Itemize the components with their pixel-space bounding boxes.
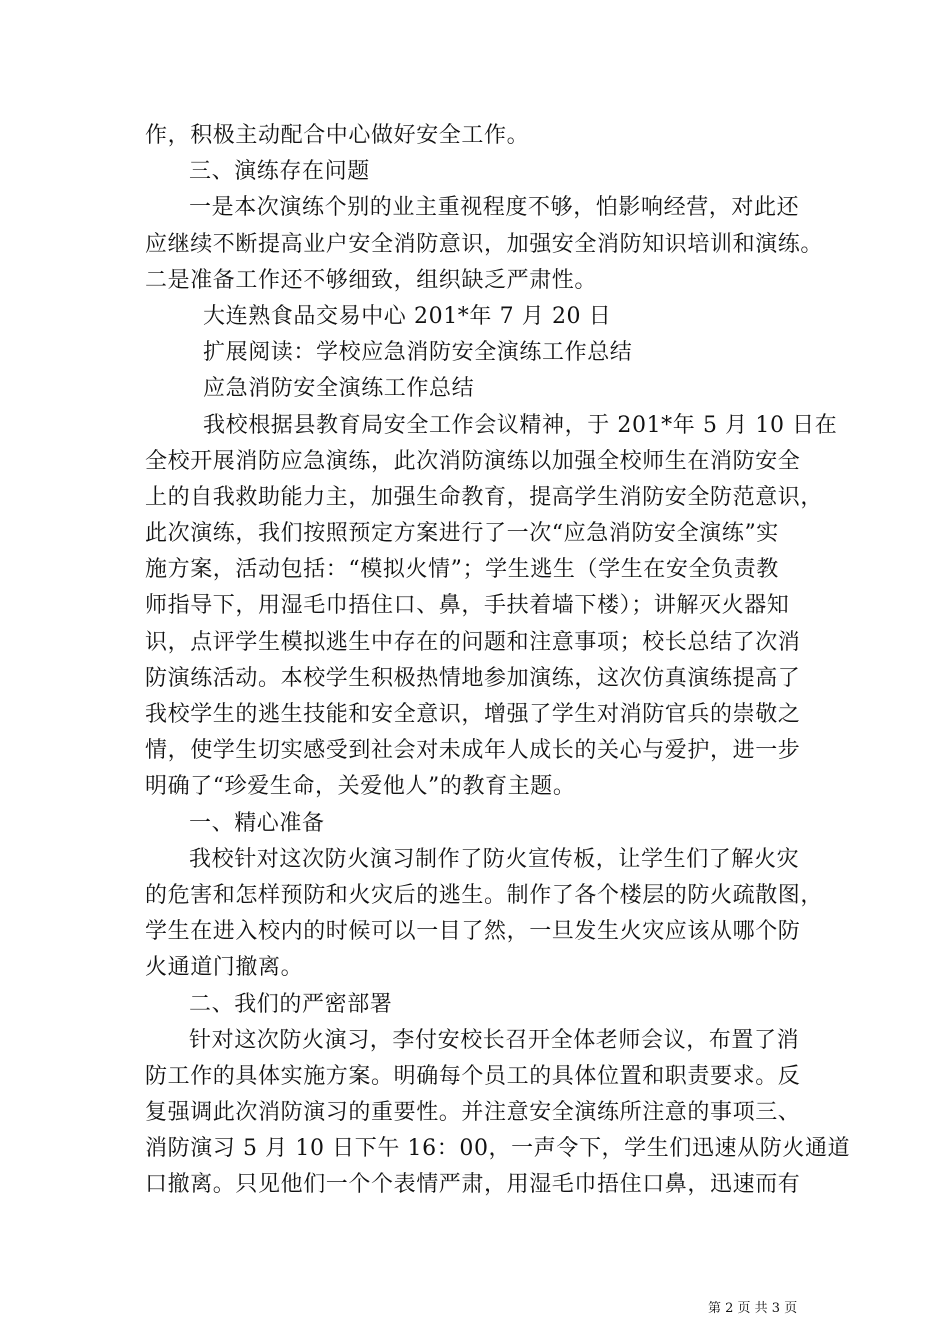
- text-line: 火通道门撤离。: [145, 955, 304, 981]
- text-line: 我校根据县教育局安全工作会议精神，于 201*年 5 月 10 日在: [203, 412, 838, 438]
- text-line: 防工作的具体实施方案。明确每个员工的具体位置和职责要求。反: [145, 1063, 801, 1089]
- signature-line: 大连熟食品交易中心 201*年 7 月 20 日: [203, 303, 612, 329]
- extended-reading-title: 扩展阅读：学校应急消防安全演练工作总结: [203, 340, 633, 366]
- text-line: 识，点评学生模拟逃生中存在的问题和注意事项；校长总结了次消: [145, 629, 801, 655]
- text-line: 一是本次演练个别的业主重视程度不够，怕影响经营，对此还: [189, 195, 800, 221]
- text-line: 学生在进入校内的时候可以一目了然，一旦发生火灾应该从哪个防: [145, 919, 801, 945]
- text-line: 针对这次防火演习，李付安校长召开全体老师会议，布置了消: [189, 1027, 800, 1053]
- text-line: 我校针对这次防火演习制作了防火宣传板，让学生们了解火灾: [189, 846, 800, 872]
- text-line: 作，积极主动配合中心做好安全工作。: [145, 123, 530, 148]
- text-line: 应继续不断提高业户安全消防意识，加强安全消防知识培训和演练。: [145, 231, 824, 257]
- text-line: 复强调此次消防演习的重要性。并注意安全演练所注意的事项三、: [145, 1100, 801, 1126]
- text-line: 防演练活动。本校学生积极热情地参加演练，这次仿真演练提高了: [145, 665, 801, 691]
- text-line: 口撤离。只见他们一个个表情严肃，用湿毛巾捂住口鼻，迅速而有: [145, 1172, 801, 1198]
- text-line: 的危害和怎样预防和火灾后的逃生。制作了各个楼层的防火疏散图，: [145, 882, 824, 908]
- text-line: 上的自我救助能力主，加强生命教育，提高学生消防安全防范意识，: [145, 484, 824, 510]
- text-line: 明确了“珍爱生命，关爱他人”的教育主题。: [145, 774, 576, 800]
- text-line: 全校开展消防应急演练，此次消防演练以加强全校师生在消防安全: [145, 448, 801, 474]
- document-body: [145, 118, 851, 1204]
- section-heading: 二、我们的严密部署: [189, 991, 393, 1017]
- article-title: 应急消防安全演练工作总结: [203, 376, 475, 402]
- page-number: 第 2 页 共 3 页: [708, 1301, 798, 1316]
- text-line: 此次演练，我们按照预定方案进行了一次“应急消防安全演练”实: [145, 521, 779, 547]
- text-line: 施方案，活动包括：“模拟火情”；学生逃生（学生在安全负责教: [145, 557, 779, 583]
- text-line: 二是准备工作还不够细致，组织缺乏严肃性。: [145, 267, 598, 293]
- text-line: 消防演习 5 月 10 日下午 16：00，一声令下，学生们迅速从防火通道: [145, 1136, 851, 1162]
- section-heading: 三、演练存在问题: [189, 159, 370, 185]
- text-line: 师指导下，用湿毛巾捂住口、鼻，手扶着墙下楼）；讲解灭火器知: [145, 593, 790, 619]
- text-line: 情，使学生切实感受到社会对未成年人成长的关心与爱护，进一步: [145, 738, 801, 764]
- text-line: 我校学生的逃生技能和安全意识，增强了学生对消防官兵的崇敬之: [145, 702, 801, 727]
- section-heading: 一、精心准备: [189, 810, 325, 836]
